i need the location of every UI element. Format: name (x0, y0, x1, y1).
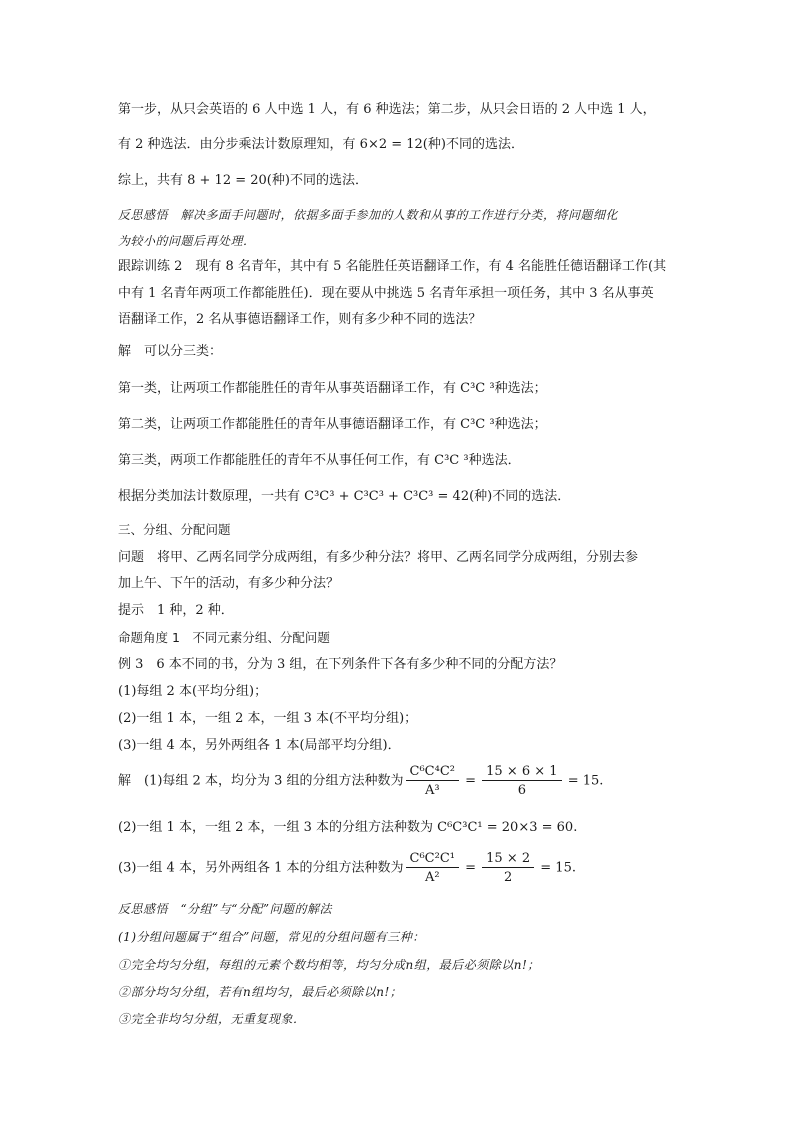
text-line: 第一步，从只会英语的 6 人中选 1 人，有 6 种选法；第二步，从只会日语的 2 人中选 1 人， (118, 102, 656, 117)
hint-text: 提示 1 种，2 种． (118, 603, 234, 618)
numerator: C⁶C⁴C² (406, 763, 459, 781)
text-line: 第三类，两项工作都能胜任的青年不从事任何工作，有 C³C ³种选法． (118, 453, 521, 468)
reflection-text: 反思感悟 解决多面手问题时，依据多面手参加的人数和从事的工作进行分类，将问题细化 (118, 208, 619, 222)
text-line: (3)一组 4 本，另外两组各 1 本(局部平均分组)． (118, 738, 401, 753)
fraction (406, 763, 459, 800)
formula-result: = 15. (536, 860, 576, 876)
reflection-heading: 反思感悟 “分组”与“分配”问题的解法 (118, 902, 333, 916)
reflection-text: 为较小的问题后再处理． (118, 234, 256, 248)
formula-line-3 (118, 850, 576, 887)
fraction (482, 763, 561, 800)
exercise-text: 中有 1 名青年两项工作都能胜任)．现在要从中挑选 5 名青年承担一项任务，其中 3 名从事英 (118, 286, 654, 301)
reflection-text: ①完全均匀分组，每组的元素个数均相等，均匀分成n组，最后必须除以n!； (118, 958, 540, 972)
fraction (482, 850, 534, 887)
text-line: (2)一组 1 本，一组 2 本，一组 3 本的分组方法种数为 C⁶C³C¹ = 20×3 = 60. (118, 820, 578, 835)
section-heading: 三、分组、分配问题 (118, 522, 231, 537)
denominator: 2 (504, 870, 513, 885)
reflection-text: (1)分组问题属于“组合”问题，常见的分组问题有三种： (118, 930, 425, 944)
denominator: 6 (517, 783, 526, 798)
text-line: (1)每组 2 本(平均分组)； (118, 684, 268, 699)
text-line: 第二类，让两项工作都能胜任的青年从事德语翻译工作，有 C³C ³种选法； (118, 417, 547, 432)
text-line: 综上，共有 8 + 12 = 20(种)不同的选法． (118, 173, 368, 188)
formula-prefix: 解 (1)每组 2 本，均分为 3 组的分组方法种数为 (118, 773, 404, 789)
equals-sign: = (460, 860, 481, 876)
subsection-heading: 命题角度 1 不同元素分组、分配问题 (118, 630, 330, 645)
fraction (406, 850, 459, 887)
text-line: 根据分类加法计数原理，一共有 C³C³ + C³C³ + C³C³ = 42(种)不同的选法． (118, 489, 571, 504)
solution-text: 解 可以分三类： (118, 344, 223, 359)
numerator: C⁶C²C¹ (406, 850, 459, 868)
numerator: 15 × 6 × 1 (482, 763, 561, 781)
equals-sign: = (460, 773, 481, 789)
text-line: 有 2 种选法．由分步乘法计数原理知，有 6×2 = 12(种)不同的选法． (118, 137, 524, 152)
formula-result: = 15. (563, 773, 604, 789)
formula-line-1 (118, 763, 603, 800)
denominator: A³ (424, 783, 440, 798)
question-text: 问题 将甲、乙两名同学分成两组，有多少种分法？将甲、乙两名同学分成两组，分别去参 (118, 550, 639, 565)
exercise-text: 跟踪训练 2 现有 8 名青年，其中有 5 名能胜任英语翻译工作，有 4 名能胜任德语翻译工作(其 (118, 259, 667, 274)
example-text: 例 3 6 本不同的书，分为 3 组，在下列条件下各有多少种不同的分配方法？ (118, 657, 563, 672)
exercise-text: 语翻译工作，2 名从事德语翻译工作，则有多少种不同的选法？ (118, 312, 482, 327)
denominator: A² (424, 870, 440, 885)
question-text: 加上午、下午的活动，有多少种分法？ (118, 576, 340, 591)
text-line: (2)一组 1 本，一组 2 本，一组 3 本(不平均分组)； (118, 711, 418, 726)
reflection-text: ③完全非均匀分组，无重复现象． (118, 1012, 306, 1026)
formula-prefix: (3)一组 4 本，另外两组各 1 本的分组方法种数为 (118, 860, 404, 876)
reflection-text: ②部分均匀分组，若有n组均匀，最后必须除以n!； (118, 985, 403, 999)
text-line: 第一类，让两项工作都能胜任的青年从事英语翻译工作，有 C³C ³种选法； (118, 381, 547, 396)
numerator: 15 × 2 (482, 850, 534, 868)
